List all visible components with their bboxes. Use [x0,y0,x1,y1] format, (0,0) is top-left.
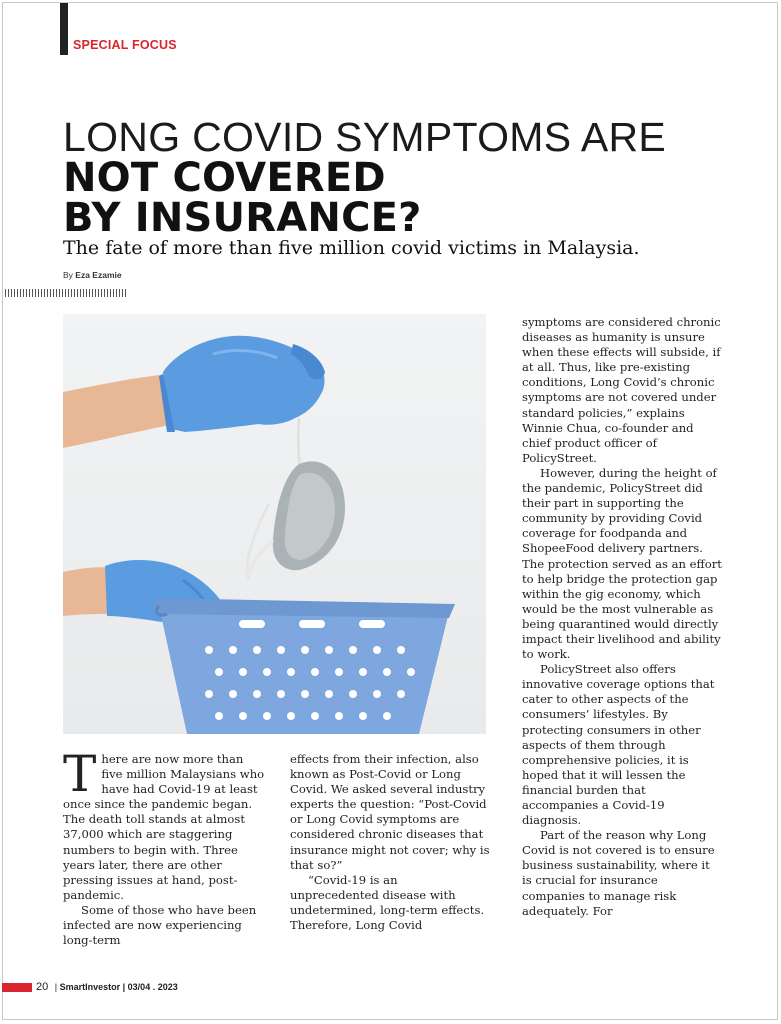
paragraph: Some of those who have been infected are now experiencing long-term [63,902,257,948]
article-column-3 [522,315,722,919]
article-photo [63,314,486,734]
headline-line-2: NOT COVERED [63,155,386,201]
headline [63,114,723,241]
drop-cap: T [63,745,97,803]
footer [36,981,178,993]
headline-line-1: LONG COVID SYMPTOMS ARE [63,114,667,160]
paragraph: effects from their infection, also known as Post-Covid or Long Covid. We asked several industry experts the question: “Post-Covid or Long Covid symptoms are considered chronic diseases that insurance might not cover; why is that so?” [290,752,490,872]
page-number: 20 [36,981,49,993]
paragraph: PolicyStreet also offers innovative coverage options that cater to other aspects of the consumers’ lifestyles. By protecting consumers in other aspects of them through comprehensive policies, it is hoped that it will lessen the financial burden that accompanies a Covid-19 diagnosis. [522,662,715,828]
section-bar [60,3,68,55]
barcode-decoration [5,289,126,297]
paragraph: symptoms are considered chronic diseases as humanity is unsure when these effects will subside, if at all. Thus, like pre-existing conditions, Long Covid’s chronic symptoms are not covered under standard policies,” explains Winnie Chua, co-founder and chief product officer of PolicyStreet. [522,315,721,465]
paragraph: However, during the height of the pandemic, PolicyStreet did their part in supporting the community by providing Covid coverage for foodpanda and ShopeeFood delivery partners. The protection served as an effort to help bridge the protection gap within the gig economy, which would be the most vulnerable as being quarantined would directly impact their livelihood and ability to work. [522,465,722,662]
article-column-1 [63,745,266,948]
section-label: SPECIAL FOCUS [73,38,177,52]
headline-line-3: BY INSURANCE? [63,195,422,241]
article-column-2 [290,752,490,933]
paragraph-text: here are now more than five million Malaysians who have had Covid-19 at least once since the pandemic began. The death toll stands at almost 37,000 which are staggering numbers to begin with. Three years later, there are other pressing issues at hand, post-pandemic. [63,752,265,902]
gloves-mask-basket-illustration [63,314,486,734]
footer-accent-bar [2,983,32,992]
paragraph [63,745,266,903]
publication-name: SmartInvestor [59,982,121,992]
issue-date: | 03/04 . 2023 [122,982,178,992]
subtitle: The fate of more than five million covid victims in Malaysia. [63,237,640,259]
paragraph: “Covid-19 is an unprecedented disease with undetermined, long-term effects. Therefore, Long Covid [290,872,485,933]
byline-author: Eza Ezamie [75,270,122,280]
paragraph: Part of the reason why Long Covid is not covered is to ensure business sustainability, where it is crucial for insurance companies to manage risk adequately. For [522,828,715,918]
footer-separator: | [54,982,60,992]
byline [63,270,122,280]
byline-prefix: By [63,270,73,280]
